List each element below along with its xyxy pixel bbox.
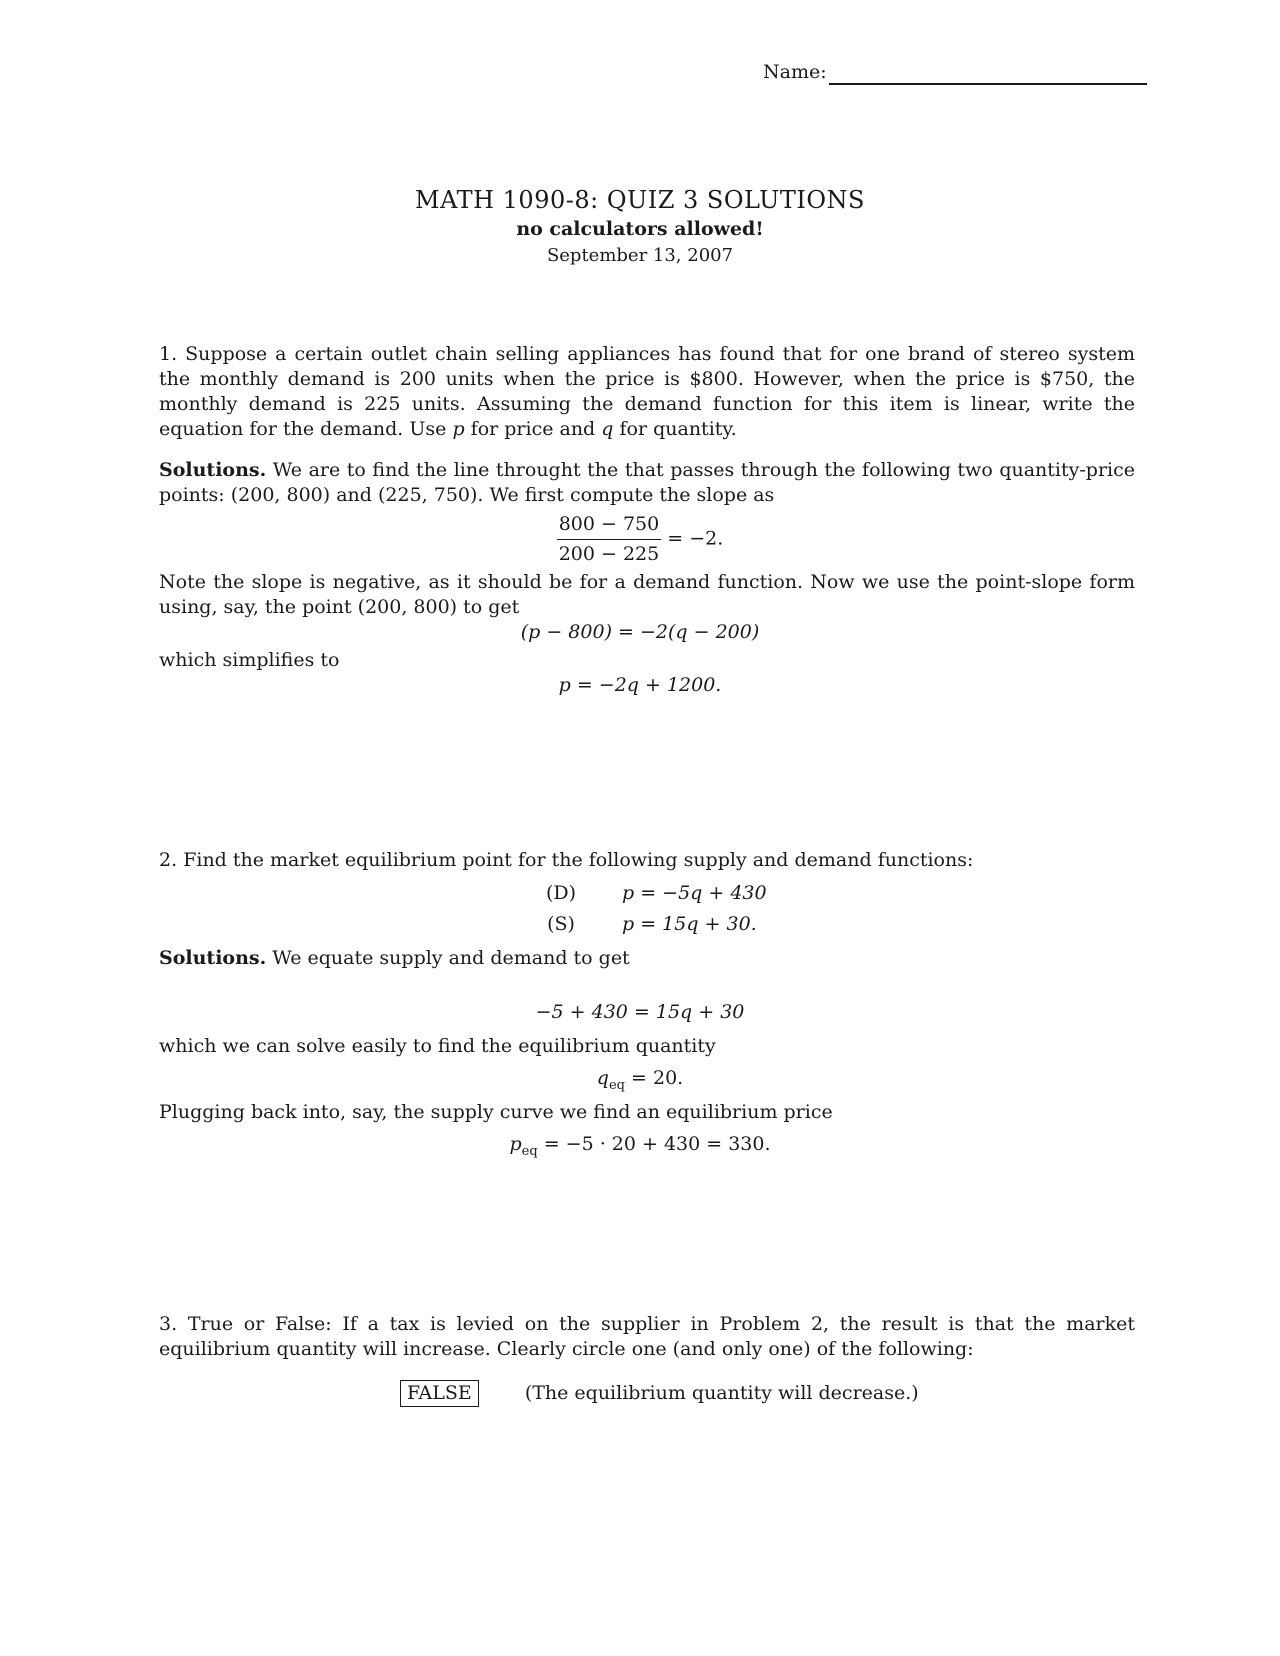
supply-equation: p = 15q + 30. bbox=[622, 913, 757, 935]
problem-3-answer-row bbox=[400, 1380, 919, 1407]
problem-1-solution-intro bbox=[159, 458, 1135, 508]
q-eq-value: = 20. bbox=[631, 1067, 684, 1089]
problem-2-number: 2. bbox=[159, 849, 178, 871]
page-date: September 13, 2007 bbox=[546, 245, 734, 266]
problem-2-solution-intro bbox=[159, 946, 1135, 971]
p-eq-value: = −5 · 20 + 430 = 330. bbox=[543, 1133, 771, 1155]
false-answer-box: FALSE bbox=[400, 1380, 479, 1407]
problem-1-solution-text-1: We are to find the line throught the that passes through the following two quantity-price points: (200, 800) and (225, 750). We first compute the slope as bbox=[159, 459, 1135, 506]
demand-row bbox=[540, 881, 800, 912]
problem-1-var-p: p bbox=[452, 418, 465, 440]
problem-3-number: 3. bbox=[159, 1313, 178, 1335]
problem-2-solution-text-1: We equate supply and demand to get bbox=[272, 947, 630, 969]
p-equilibrium-equation bbox=[0, 1132, 1280, 1157]
point-slope-equation: (p − 800) = −2(q − 200) bbox=[520, 621, 760, 643]
page-title: MATH 1090-8: QUIZ 3 SOLUTIONS bbox=[415, 186, 865, 214]
q-eq-var: q bbox=[596, 1067, 609, 1089]
slope-fraction bbox=[557, 512, 662, 567]
q-equilibrium-equation bbox=[0, 1066, 1280, 1091]
problem-1-text-b: for price and bbox=[470, 418, 596, 440]
problem-3-text: True or False: If a tax is levied on the supplier in Problem 2, the result is that the market equilibrium quantity will increase. Clearly circle one (and only one) of the following: bbox=[159, 1313, 1135, 1360]
problem-1-number: 1. bbox=[159, 343, 178, 365]
name-label: Name: bbox=[763, 61, 827, 83]
name-underline bbox=[829, 63, 1147, 85]
problem-1-text-a: Suppose a certain outlet chain selling appliances has found that for one brand of stereo system the monthly demand is 200 units when the price is $800. However, when the price is $750, the monthly demand is 225 units. Assuming the demand function for this item is linear, write the equation for the demand. Use bbox=[159, 343, 1135, 440]
slope-denominator: 200 − 225 bbox=[558, 543, 660, 565]
problem-1-solution-text-3: which simplifies to bbox=[159, 649, 340, 671]
problem-1-text-c: for quantity. bbox=[619, 418, 737, 440]
problem-2-text: Find the market equilibrium point for the following supply and demand functions: bbox=[183, 849, 974, 871]
supply-label: (S) bbox=[547, 913, 575, 935]
equate-equation: −5 + 430 = 15q + 30 bbox=[535, 1001, 745, 1023]
slope-equation bbox=[0, 512, 1280, 567]
problem-1-var-q: q bbox=[601, 418, 614, 440]
slope-numerator: 800 − 750 bbox=[557, 512, 662, 540]
p-eq-var: p bbox=[509, 1133, 522, 1155]
problem-2-statement bbox=[159, 848, 1135, 873]
demand-equation: p = −5q + 430 bbox=[622, 882, 767, 904]
problem-1-solution-text-2: Note the slope is negative, as it should be for a demand function. Now we use the point-slope form using, say, the point (200, 800) to get bbox=[159, 571, 1135, 618]
page-subtitle: no calculators allowed! bbox=[516, 218, 764, 240]
supply-demand-system bbox=[540, 881, 800, 943]
p-eq-sub: eq bbox=[521, 1143, 538, 1159]
name-field bbox=[763, 60, 1141, 85]
problem-3-answer-note: (The equilibrium quantity will decrease.) bbox=[524, 1382, 919, 1404]
problem-2-solution-text-3: Plugging back into, say, the supply curve we find an equilibrium price bbox=[159, 1101, 833, 1123]
slope-result: = −2. bbox=[667, 527, 724, 550]
q-eq-sub: eq bbox=[608, 1077, 625, 1093]
problem-2-solution-label: Solutions. bbox=[159, 947, 267, 969]
problem-1-statement bbox=[159, 342, 1135, 442]
demand-label: (D) bbox=[545, 882, 577, 904]
problem-2-solution-text-2: which we can solve easily to find the equilibrium quantity bbox=[159, 1035, 716, 1057]
problem-3-statement bbox=[159, 1312, 1135, 1362]
demand-final-equation: p = −2q + 1200. bbox=[558, 674, 722, 696]
problem-1-solution-label: Solutions. bbox=[159, 459, 267, 481]
supply-row bbox=[540, 912, 800, 943]
